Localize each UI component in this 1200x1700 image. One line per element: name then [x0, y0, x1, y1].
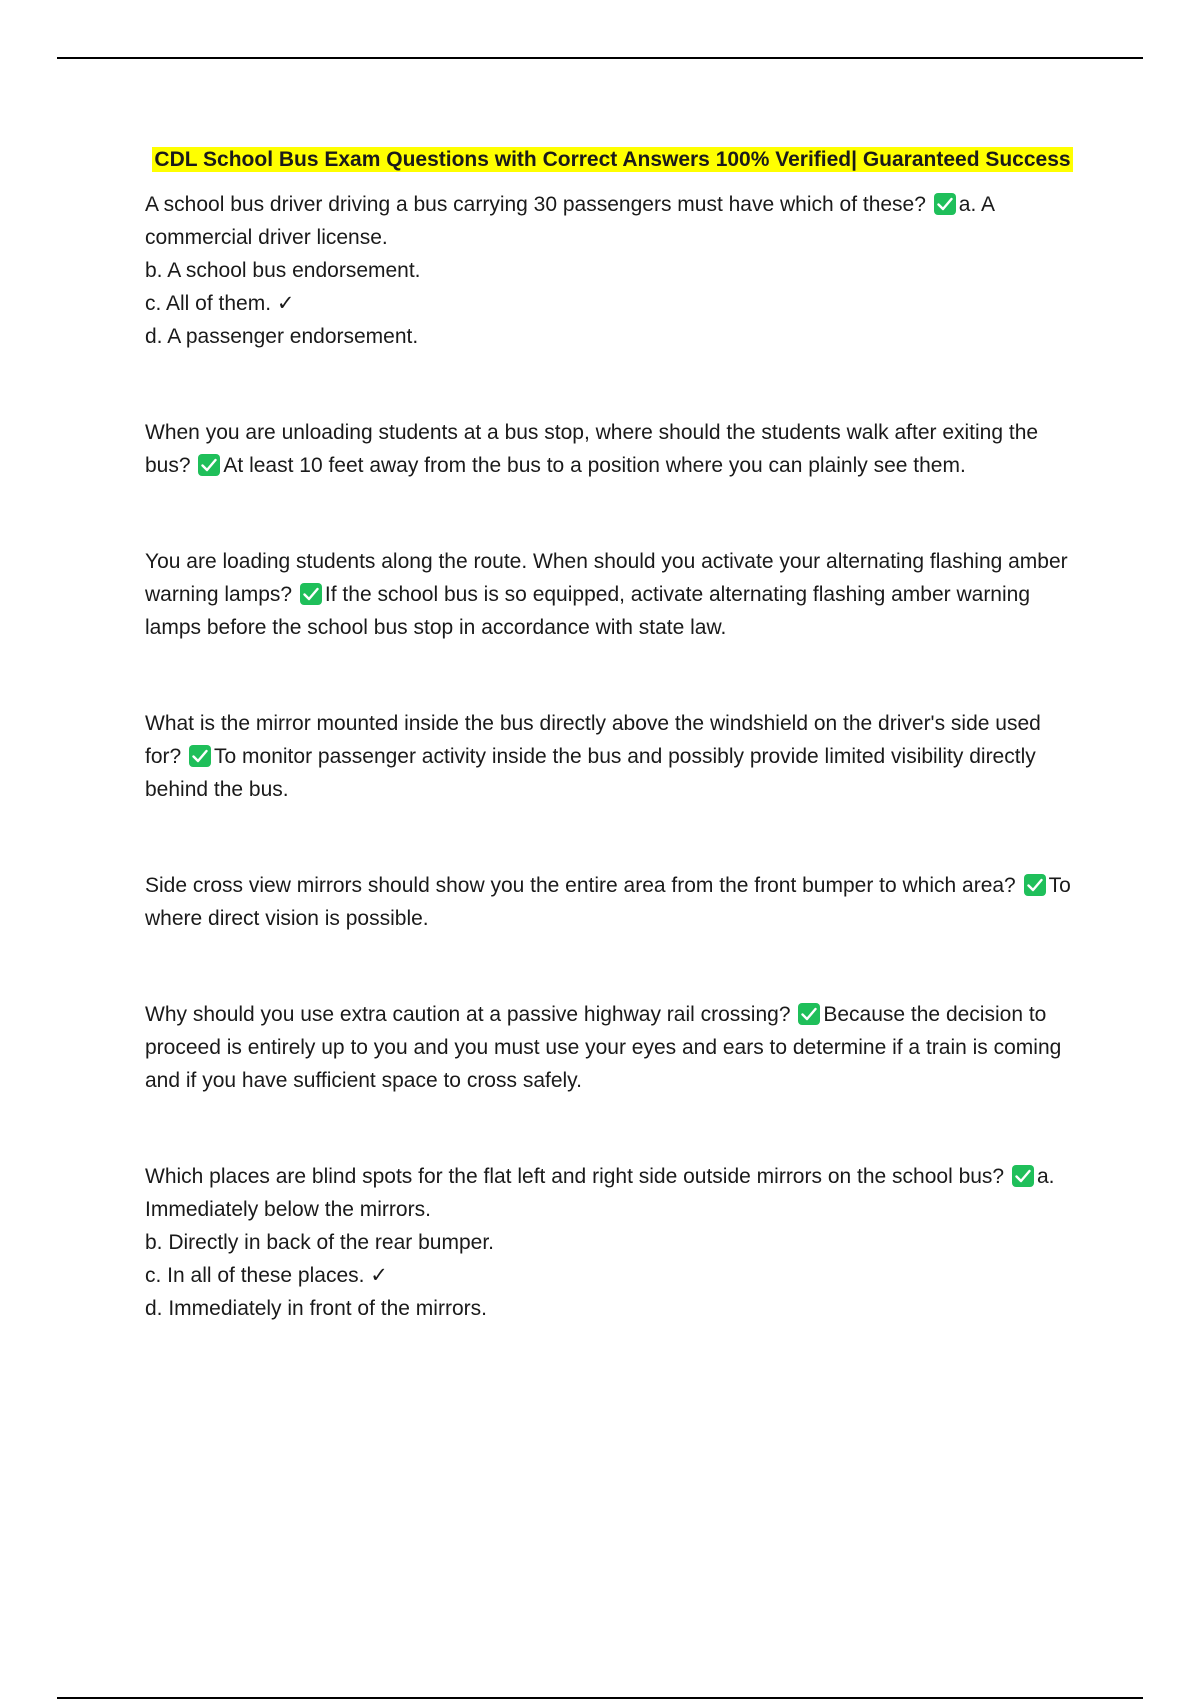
qa-item-1: [145, 188, 1080, 353]
qa-text: [145, 188, 1080, 254]
answer-text: a. Immediately below the mirrors.: [145, 1165, 1055, 1221]
qa-text: [145, 998, 1080, 1097]
option-d: d. Immediately in front of the mirrors.: [145, 1297, 487, 1320]
qa-text: [145, 416, 1080, 482]
qa-item-5: [145, 869, 1080, 935]
answer-text: To monitor passenger activity inside the bus and possibly provide limited visibility directly behind the bus.: [145, 745, 1036, 801]
qa-item-3: [145, 545, 1080, 644]
question-text: You are loading students along the route. When should you activate your alternating flashing amber warning lamps?: [145, 550, 1068, 606]
qa-item-4: [145, 707, 1080, 806]
question-text: A school bus driver driving a bus carrying 30 passengers must have which of these?: [145, 193, 926, 216]
title-block: [145, 145, 1080, 175]
answer-text: To where direct vision is possible.: [145, 874, 1071, 930]
document-title: CDL School Bus Exam Questions with Correct Answers 100% Verified| Guaranteed Success: [154, 148, 1071, 171]
qa-text: [145, 869, 1080, 935]
question-text: Which places are blind spots for the flat left and right side outside mirrors on the school bus?: [145, 1165, 1005, 1188]
qa-text: [145, 1160, 1080, 1226]
check-icon: [1024, 874, 1046, 896]
bottom-rule: [57, 1697, 1143, 1699]
check-icon: [189, 745, 211, 767]
option-d: d. A passenger endorsement.: [145, 325, 419, 348]
check-icon: [934, 193, 956, 215]
qa-item-2: [145, 416, 1080, 482]
document-page: [145, 145, 1080, 1325]
question-text: Side cross view mirrors should show you the entire area from the front bumper to which area?: [145, 874, 1016, 897]
check-icon: [300, 583, 322, 605]
qa-text: [145, 707, 1080, 806]
answer-text: Because the decision to proceed is entirely up to you and you must use your eyes and ears to determine if a train is coming and if you have sufficient space to cross safely.: [145, 1003, 1062, 1092]
check-icon: [198, 454, 220, 476]
check-icon: [1012, 1165, 1034, 1187]
top-rule: [57, 57, 1143, 59]
question-text: What is the mirror mounted inside the bus directly above the windshield on the driver's side used for?: [145, 712, 1041, 768]
option-b: b. Directly in back of the rear bumper.: [145, 1231, 494, 1254]
check-icon: [798, 1003, 820, 1025]
question-text: Why should you use extra caution at a passive highway rail crossing?: [145, 1003, 791, 1026]
qa-item-7: [145, 1160, 1080, 1325]
option-c: c. All of them. ✓: [145, 292, 295, 315]
answer-text: a. A commercial driver license.: [145, 193, 994, 249]
option-b: b. A school bus endorsement.: [145, 259, 421, 282]
qa-text: [145, 545, 1080, 644]
option-c: c. In all of these places. ✓: [145, 1264, 388, 1287]
answer-text: At least 10 feet away from the bus to a position where you can plainly see them.: [223, 454, 966, 477]
question-text: When you are unloading students at a bus stop, where should the students walk after exiting the bus?: [145, 421, 1039, 477]
answer-text: If the school bus is so equipped, activate alternating flashing amber warning lamps before the school bus stop in accordance with state law.: [145, 583, 1031, 639]
qa-item-6: [145, 998, 1080, 1097]
